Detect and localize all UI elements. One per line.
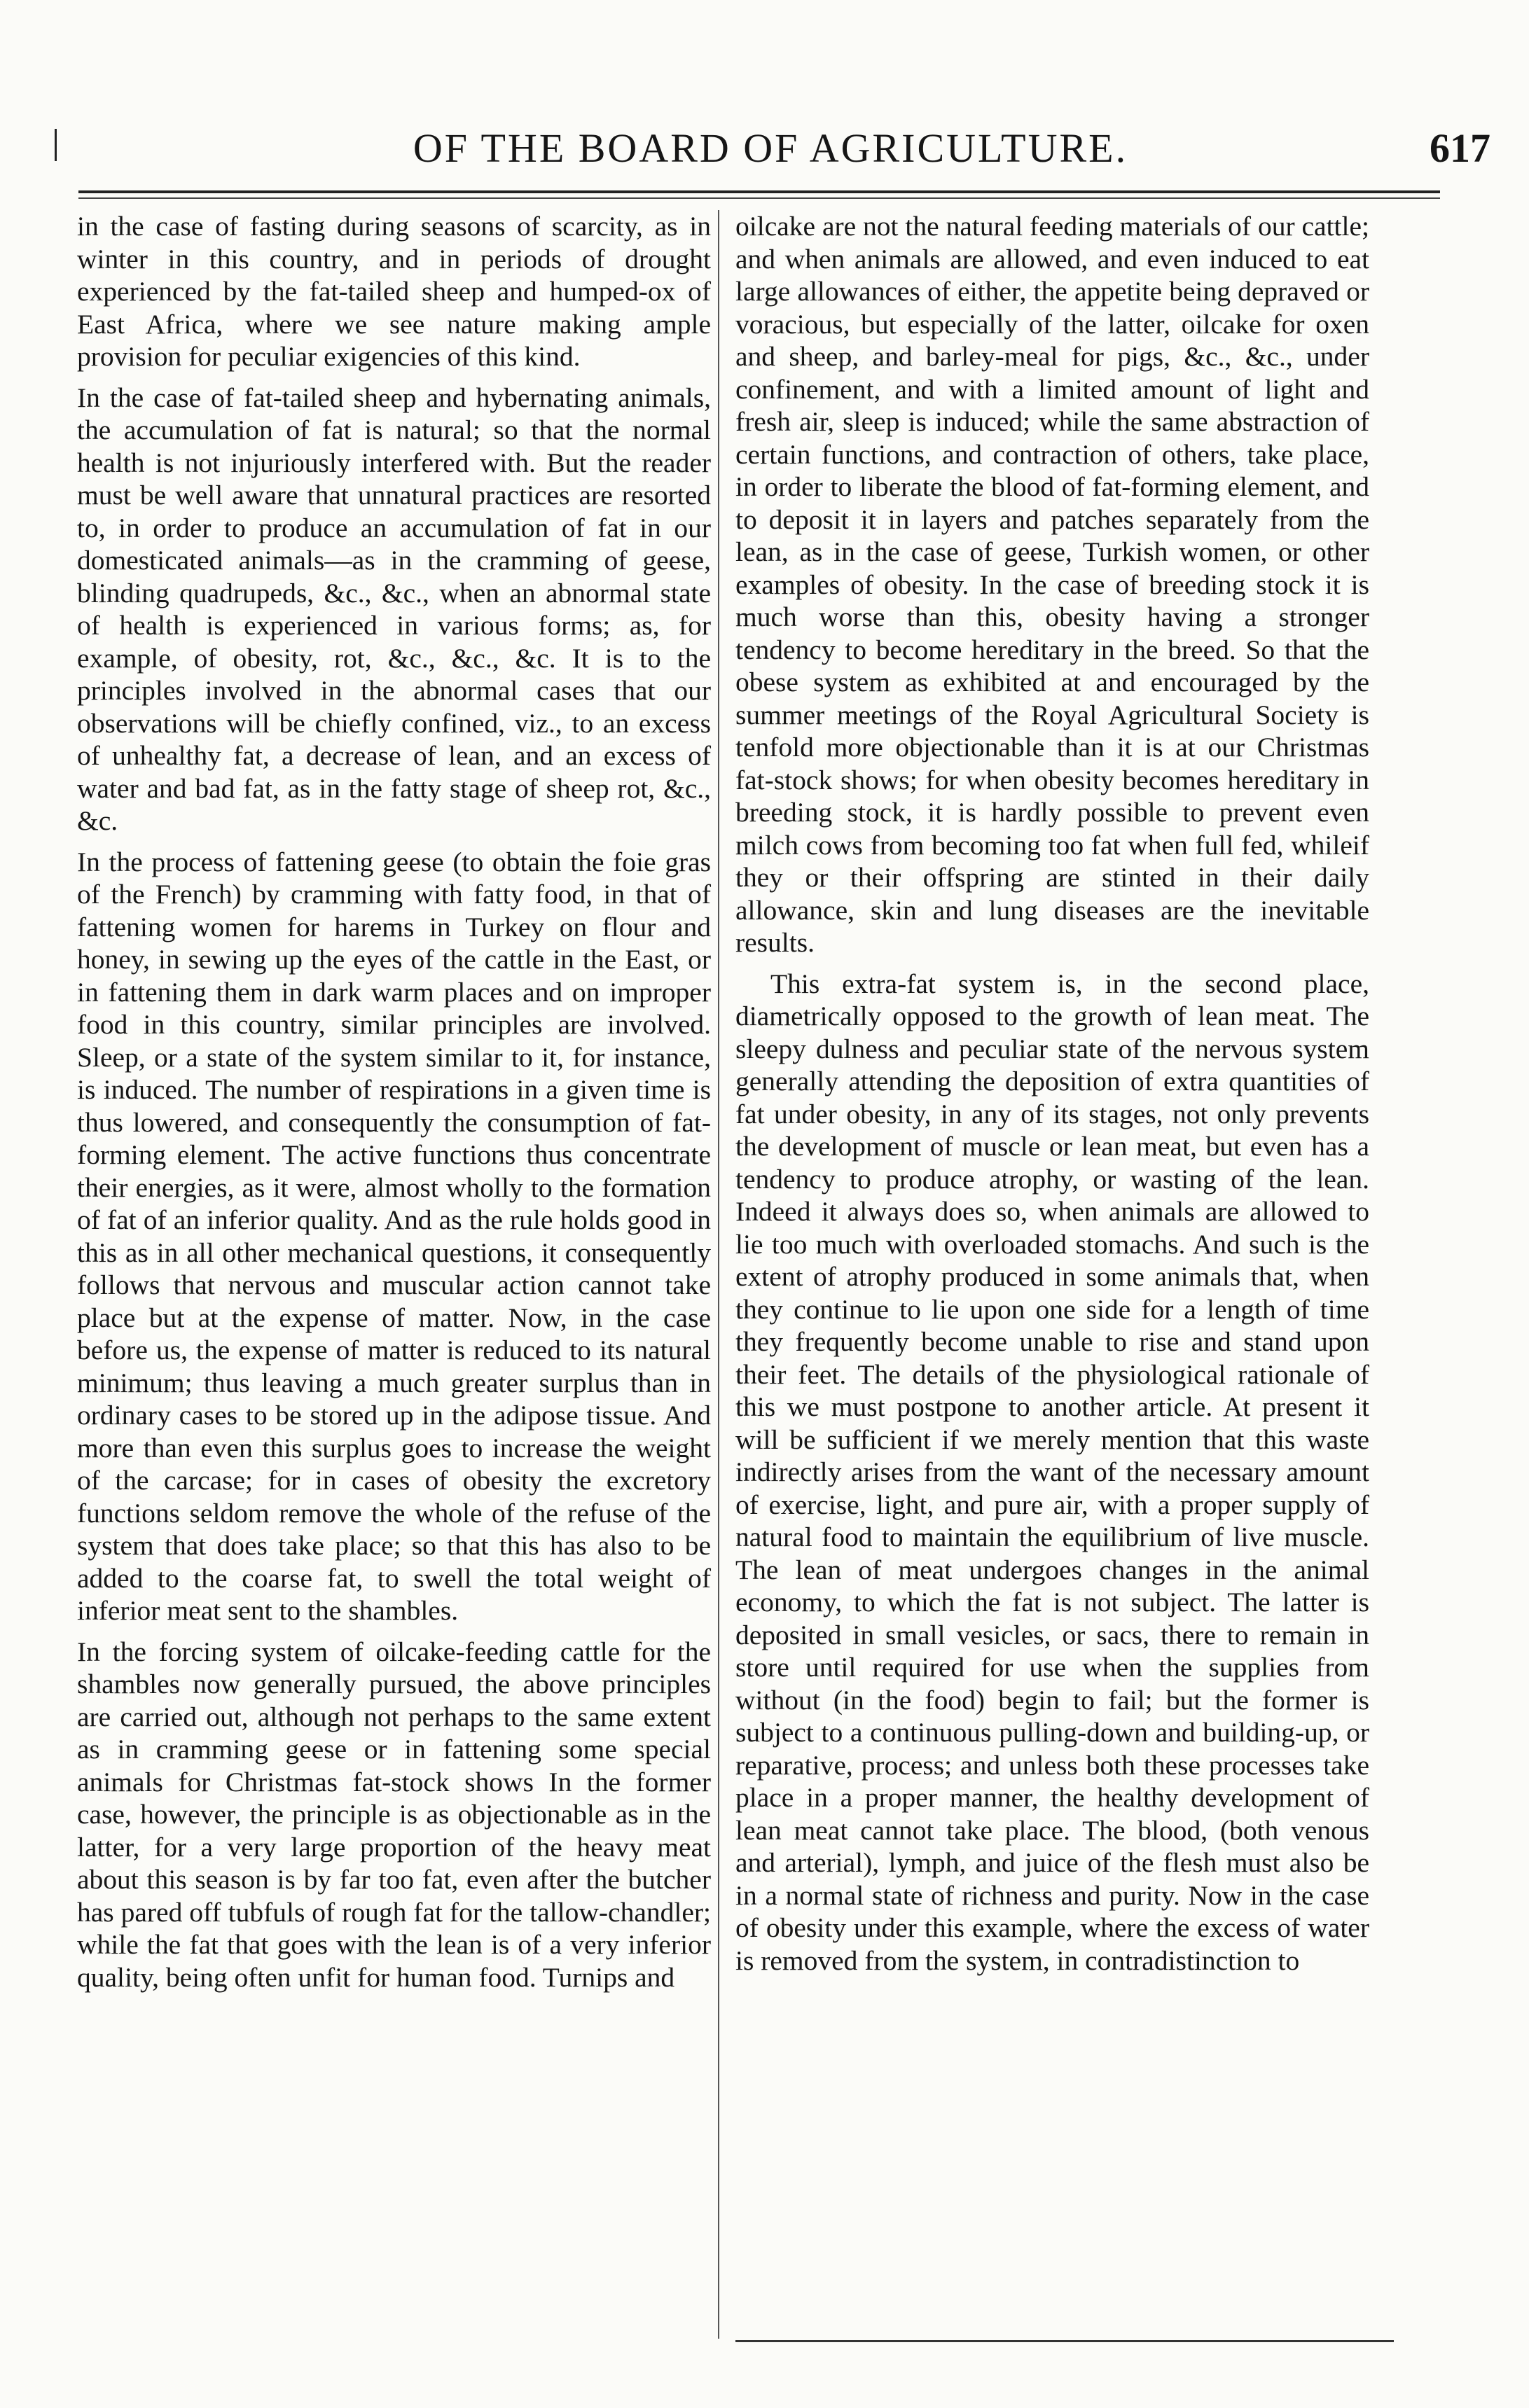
right-column [735, 210, 1369, 1977]
paragraph: This extra-fat system is, in the second place, diametrically opposed to the growth of lean meat. The sleepy dulness and peculiar state of the nervous system generally attending the deposition of extra quantities of fat under obesity, in any of its stages, not only prevents the development of muscle or lean meat, but even has a tendency to produce atrophy, or wasting of the lean. Indeed it always does so, when animals are allowed to lie too much with overloaded stomachs. And such is the extent of atrophy produced in some animals that, when they continue to lie upon one side for a length of time they frequently become unable to rise and stand upon their feet. The details of the physiological rationale of this we must postpone to another article. At present it will be sufficient if we merely mention that this waste indirectly arises from the want of the necessary amount of exercise, light, and pure air, with a proper supply of natural food to maintain the equilibrium of live muscle. The lean of meat undergoes changes in the animal economy, to which the fat is not subject. The latter is deposited in small vesicles, or sacs, there to remain in store until required for use when the supplies from without (in the food) begin to fail; but the former is subject to a continuous pulling-down and building-up, or reparative, process; and unless both these processes take place in a proper manner, the healthy development of lean meat cannot take place. The blood, (both venous and arterial), lymph, and juice of the flesh must also be in a normal state of richness and purity. Now in the case of obesity under this example, where the excess of water is removed from the system, in contradistinction to [735, 968, 1369, 1976]
paragraph: In the process of fattening geese (to obtain the foie gras of the French) by cramming with fatty food, in that of fattening women for harems in Turkey on flour and honey, in sewing up the eyes of the cattle in the East, or in fattening them in dark warm places and on improper food in this country, similar principles are involved. Sleep, or a state of the system similar to it, for instance, is induced. The number of respirations in a given time is thus lowered, and consequently the consumption of fat-forming element. The active functions thus concentrate their energies, as it were, almost wholly to the formation of fat of an inferior quality. And as the rule holds good in this as in all other mechanical questions, it consequently follows that nervous and muscular action cannot take place but at the expense of matter. Now, in the case before us, the expense of matter is reduced to its natural minimum; thus leaving a much greater surplus than in ordinary cases to be stored up in the adipose tissue. And more than even this surplus goes to increase the weight of the carcase; for in cases of obesity the excretory functions seldom remove the whole of the refuse of the system that does take place; so that this has also to be added to the coarse fat, to swell the total weight of inferior meat sent to the shambles. [77, 846, 711, 1626]
running-title: OF THE BOARD OF AGRICULTURE. [413, 125, 1128, 171]
paragraph: oilcake are not the natural feeding materials of our cattle; and when animals are allowed, and even induced to eat large allowances of either, the appetite being depraved or voracious, but especially of the latter, oilcake for oxen and sheep, and barley-meal for pigs, &c., &c., under confinement, and with a limited amount of light and fresh air, sleep is induced; while the same abstraction of certain functions, and contraction of others, take place, in order to liberate the blood of fat-forming element, and to deposit it in layers and patches separately from the lean, as in the case of geese, Turkish women, or other examples of obesity. In the case of breeding stock it is much worse than this, obesity having a stronger tendency to become hereditary in the breed. So that the obese system as exhibited at and encouraged by the summer meetings of the Royal Agricultural Society is tenfold more objectionable than it is at our Christmas fat-stock shows; for when obesity becomes hereditary in breeding stock, it is hardly possible to prevent even milch cows from becoming too fat when full fed, whileif they or their offspring are stinted in their daily allowance, skin and lung diseases are the inevitable results. [735, 211, 1369, 958]
column-divider [718, 210, 719, 2339]
paragraph: In the forcing system of oilcake-feeding cattle for the shambles now generally pursued, the above principles are carried out, although not perhaps to the same extent as in cramming geese or in fattening some special animals for Christmas fat-stock shows In the former case, however, the principle is as objectionable as in the latter, for a very large proportion of the heavy meat about this season is by far too fat, even after the butcher has pared off tubfuls of rough fat for the tallow-chandler; while the fat that goes with the lean is of a very inferior quality, being often unfit for human food. Turnips and [77, 1636, 711, 1993]
header-rule-thin [78, 197, 1440, 199]
header-rule [78, 190, 1440, 193]
bottom-rule [735, 2340, 1394, 2342]
paragraph: In the case of fat-tailed sheep and hybernating animals, the accumulation of fat is natural; so that the normal health is not injuriously interfered with. But the reader must be well aware that unnatural practices are resorted to, in order to produce an accumulation of fat in our domesticated animals—as in the cramming of geese, blinding quadrupeds, &c., &c., when an abnormal state of health is experienced in various forms; as, for example, of obesity, rot, &c., &c., &c. It is to the principles involved in the abnormal cases that our observations will be chiefly confined, viz., to an excess of unhealthy fat, a decrease of lean, and an excess of water and bad fat, as in the fatty stage of sheep rot, &c., &c. [77, 382, 711, 836]
left-column [77, 210, 711, 1993]
page-header [42, 119, 1499, 182]
paragraph: in the case of fasting during seasons of scarcity, as in winter in this country, and in periods of drought experienced by the fat-tailed sheep and humped-ox of East Africa, where we see nature making ample provision for peculiar exigencies of this kind. [77, 211, 711, 372]
page-number: 617 [1430, 125, 1490, 171]
